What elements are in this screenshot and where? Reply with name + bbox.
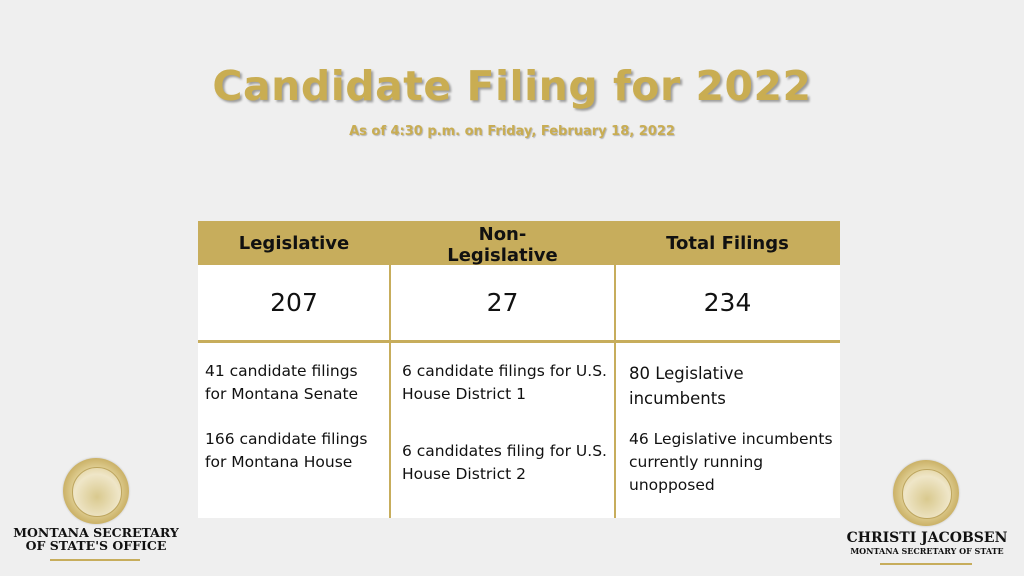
left-logo-line1: MONTANA SECRETARY [13, 525, 179, 540]
filing-table [198, 221, 840, 518]
legislative-detail-2: 166 candidate filings for Montana House [205, 430, 368, 471]
left-logo-underline [50, 559, 140, 561]
row-divider [198, 340, 840, 343]
non-legislative-detail-2: 6 candidates filing for U.S. House District 2 [402, 442, 607, 483]
left-logo-line2: OF STATE'S OFFICE [25, 538, 167, 553]
total-filings: 234 [703, 288, 752, 317]
page-title: Candidate Filing for 2022 [212, 62, 812, 110]
header-legislative: Legislative [238, 232, 350, 254]
right-logo-text [834, 530, 1020, 556]
total-detail-1: 80 Legislative incumbents [629, 364, 744, 408]
right-logo-underline [880, 563, 972, 565]
right-logo-role: MONTANA SECRETARY OF STATE [850, 546, 1004, 556]
header-total-filings: Total Filings [666, 232, 789, 254]
state-seal-icon [893, 460, 959, 526]
legislative-detail-1: 41 candidate filings for Montana Senate [205, 362, 359, 403]
total-detail-2: 46 Legislative incumbents currently running unopposed [629, 430, 833, 494]
right-logo-name: CHRISTI JACOBSEN [846, 530, 1008, 546]
state-seal-icon [63, 458, 129, 524]
header-non-legislative: Non- Legislative [447, 224, 558, 266]
non-legislative-detail-1: 6 candidate filings for U.S. House District 1 [402, 362, 607, 403]
total-legislative: 207 [270, 288, 318, 317]
total-non-legislative: 27 [486, 288, 519, 317]
page-subtitle: As of 4:30 p.m. on Friday, February 18, 2022 [349, 124, 675, 139]
left-logo-text [6, 526, 186, 552]
